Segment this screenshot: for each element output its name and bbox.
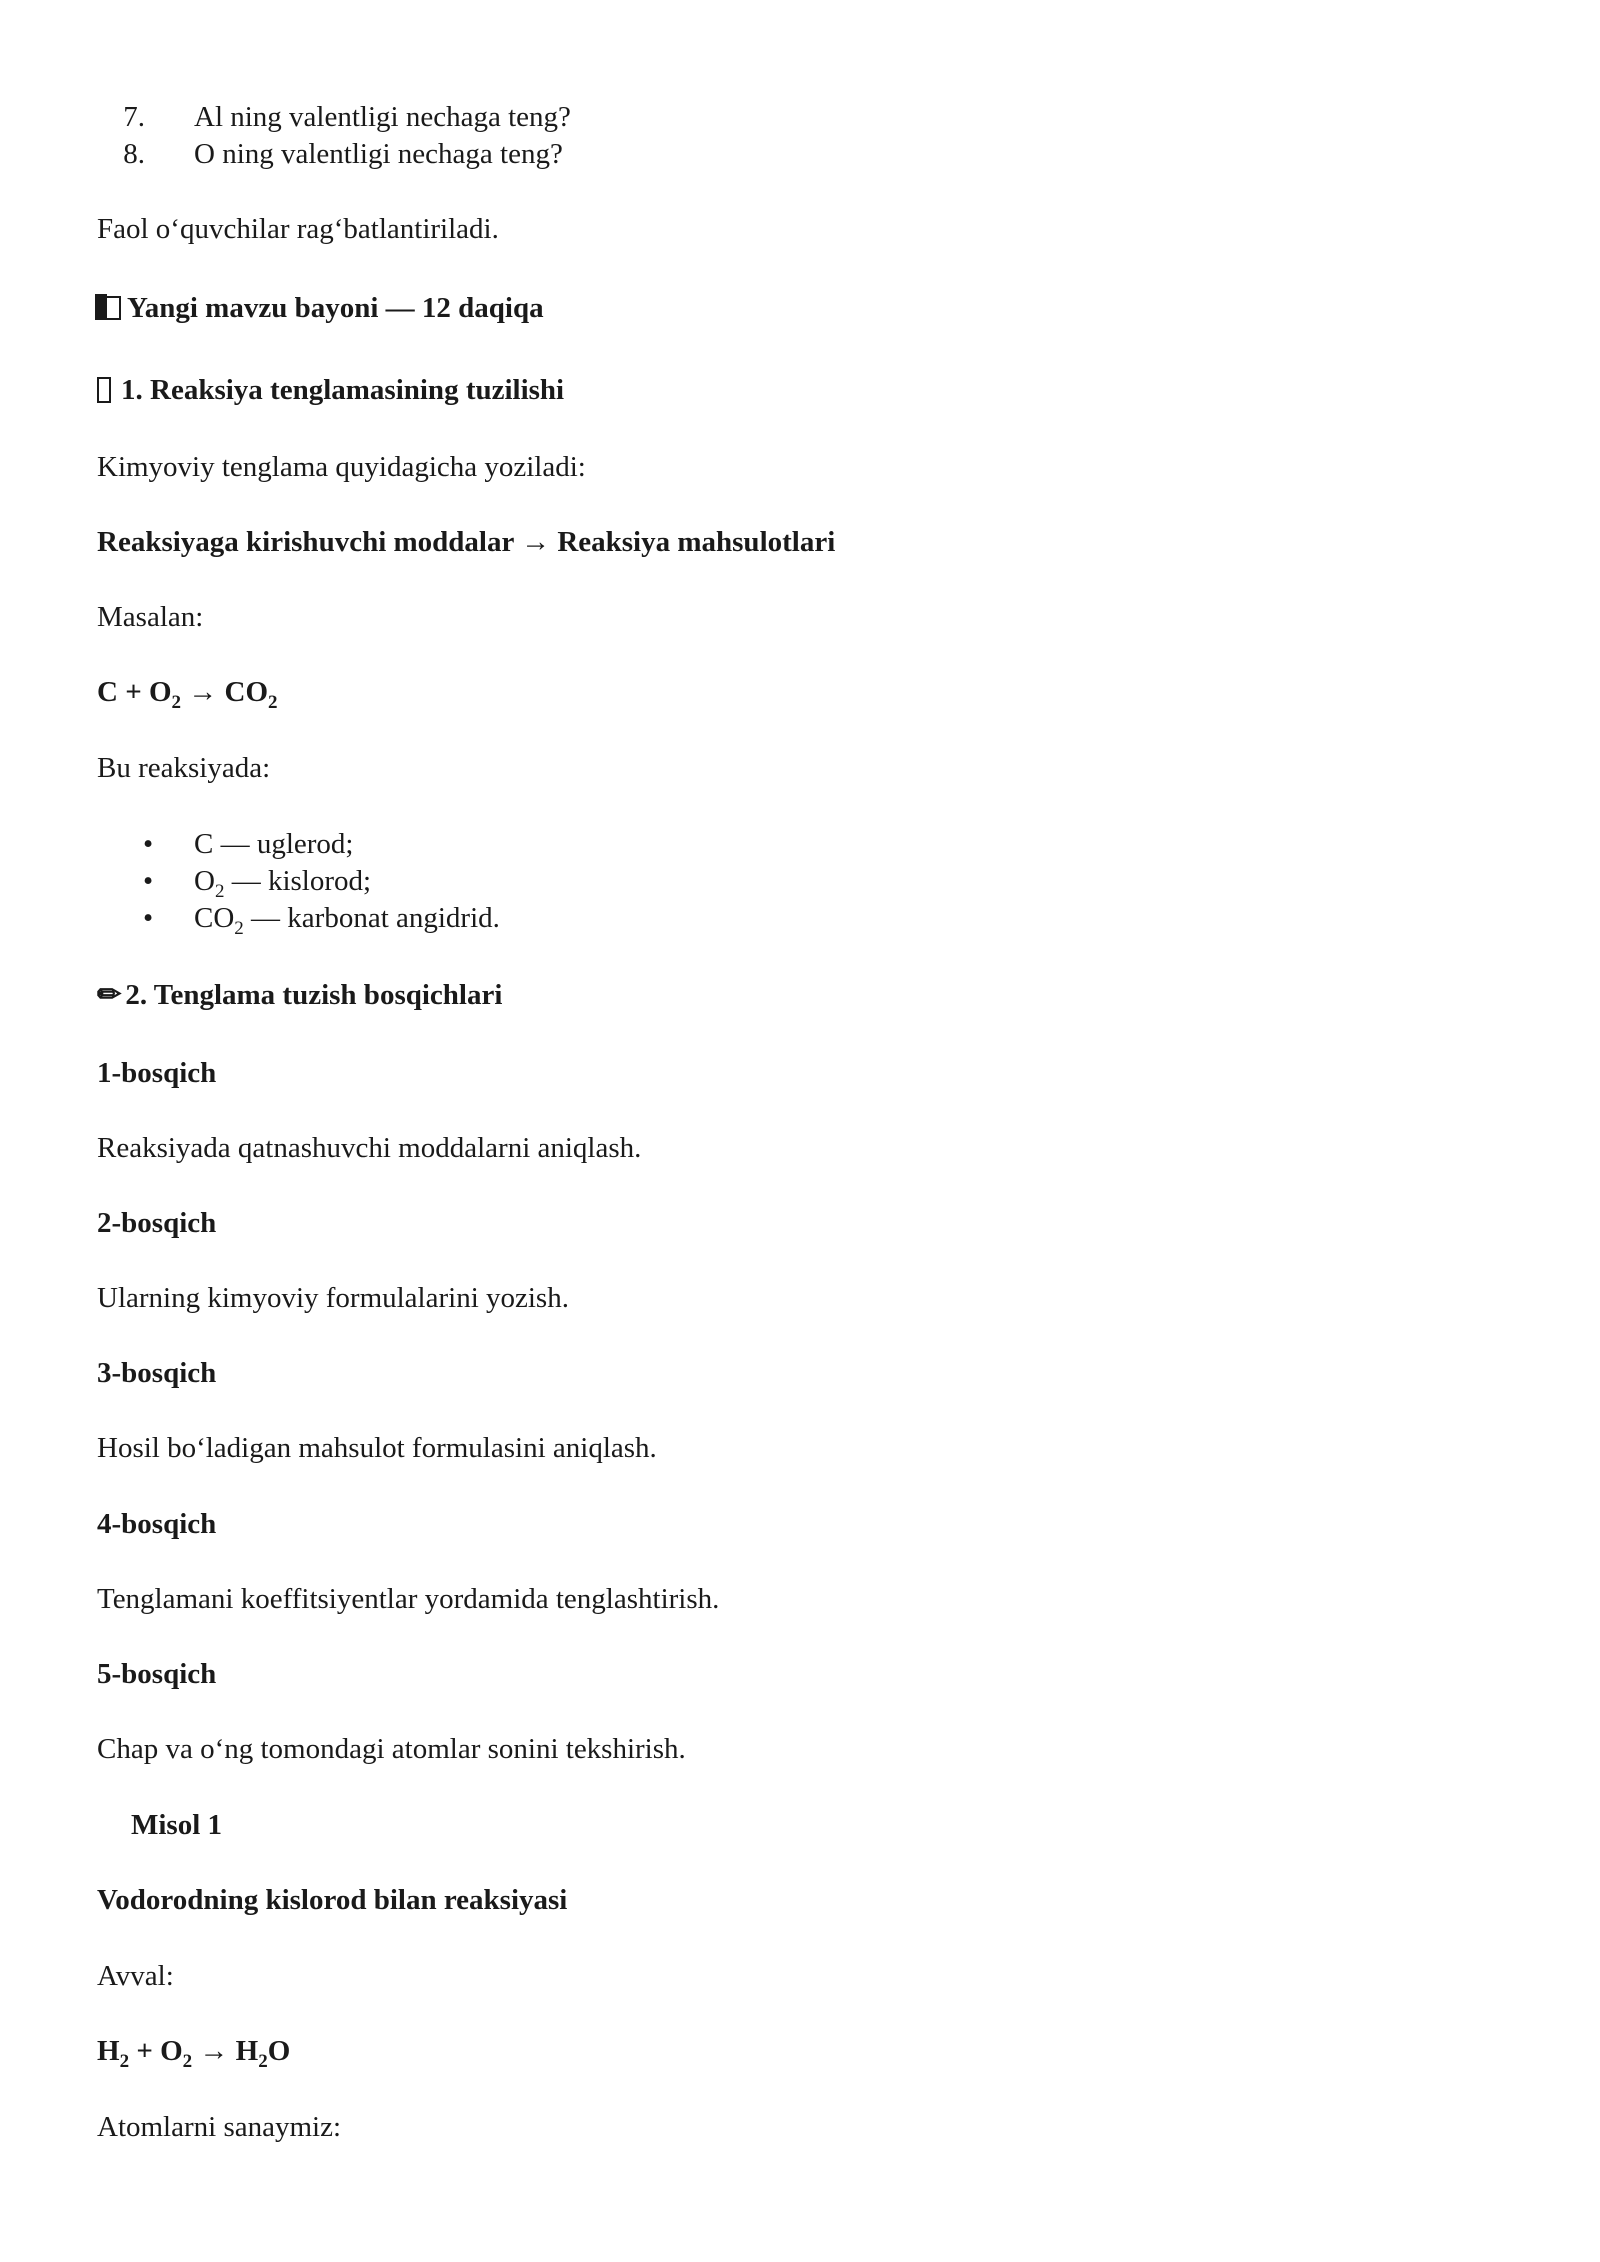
list-item: Al ning valentligi nechaga teng?	[194, 101, 571, 133]
subsection-heading-2-text: 2. Tenglama tuzish bosqichlari	[125, 979, 503, 1011]
subsection-heading-1-text: 1. Reaksiya tenglamasining tuzilishi	[121, 374, 565, 406]
step-text: Chap va o‘ng tomondagi atomlar sonini tekshirish.	[97, 1733, 686, 1765]
document-page: 7. Al ning valentligi nechaga teng? 8. O ning valentligi nechaga teng? Faol o‘quvchilar rag‘batlantiriladi. Yangi mavzu bayoni — 12 daqiqa 1. Reaksiya tenglamasining tuzilishi Kimyoviy tenglama quyidagicha yoziladi: Reaksiyaga kirishuvchi moddalar → Reaksiya mahsulotlari Masalan: $C + O_2 \to CO_2$ Bu reaksiyada: • C — uglerod; • $O_2$ — kislorod; • $CO_2$ — karbonat angidrid. ✏ 2. Tenglama tuzish bosqichlari 1-bosqich Reaksiyada qatnashuvchi moddalarni aniqlash. 2-bosqich Ularning kimyoviy formulalarini yozish. 3-bosqich Hosil bo‘ladigan mahsulot formulasini aniqlash. 4-bosqich Tenglamani koeffitsiyentlar yordamida tenglashtirish. 5-bosqich Chap va o‘ng tomondagi atomlar sonini tekshirish. Misol 1 Vodorodning kislorod bilan reaksiyasi Avval: $H_2 + O_2 \to H_2O$ Atomlarni sanaymiz:	[0, 0, 1600, 2262]
step-text: Ularning kimyoviy formulalarini yozish.	[97, 1282, 569, 1314]
step-title: 5-bosqich	[97, 1658, 217, 1690]
missing-glyph-icon	[97, 377, 111, 403]
arrow-icon: →	[199, 2035, 229, 2067]
section-heading	[97, 290, 544, 327]
list-item: C — uglerod;	[194, 828, 354, 860]
in-reaction-label: Bu reaksiyada:	[97, 752, 271, 784]
step-text: Tenglamani koeffitsiyentlar yordamida tenglashtirish.	[97, 1583, 720, 1615]
example-title: Misol 1	[131, 1809, 223, 1841]
list-item: $O_2$ — kislorod;	[194, 865, 372, 902]
step-text: Reaksiyada qatnashuvchi moddalarni aniqlash.	[97, 1132, 642, 1164]
pencil-icon: ✏	[97, 979, 122, 1011]
first-label: Avval:	[97, 1960, 174, 1992]
equation-carbon: $C + O_2 \to CO_2$	[97, 676, 278, 713]
praise-paragraph: Faol o‘quvchilar rag‘batlantiriladi.	[97, 213, 499, 245]
subsection-heading-1	[97, 372, 564, 409]
subsection-heading-2	[97, 977, 502, 1014]
list-item: O ning valentligi nechaga teng?	[194, 138, 563, 170]
bullet-icon: •	[143, 902, 154, 934]
example-label: Masalan:	[97, 601, 204, 633]
count-atoms-label: Atomlarni sanaymiz:	[97, 2111, 342, 2143]
equation-water: $H_2 + O_2 \to H_2O$	[97, 2035, 291, 2072]
step-title: 1-bosqich	[97, 1057, 217, 1089]
section-heading-text: Yangi mavzu bayoni — 12 daqiqa	[127, 292, 544, 324]
reaction-scheme	[97, 524, 835, 561]
step-title: 3-bosqich	[97, 1357, 217, 1389]
step-title: 2-bosqich	[97, 1207, 217, 1239]
arrow-icon: →	[188, 676, 218, 708]
list-item: $CO_2$ — karbonat angidrid.	[194, 902, 500, 939]
bullet-icon: •	[143, 828, 154, 860]
scheme-reactants: Reaksiyaga kirishuvchi moddalar	[97, 526, 514, 558]
step-title: 4-bosqich	[97, 1508, 217, 1540]
arrow-icon: →	[521, 526, 551, 558]
bullet-icon: •	[143, 865, 154, 897]
numbered-square-icon	[97, 296, 121, 320]
intro-paragraph: Kimyoviy tenglama quyidagicha yoziladi:	[97, 451, 586, 483]
step-text: Hosil bo‘ladigan mahsulot formulasini aniqlash.	[97, 1432, 657, 1464]
scheme-products: Reaksiya mahsulotlari	[557, 526, 836, 558]
example-subtitle: Vodorodning kislorod bilan reaksiyasi	[97, 1884, 568, 1916]
